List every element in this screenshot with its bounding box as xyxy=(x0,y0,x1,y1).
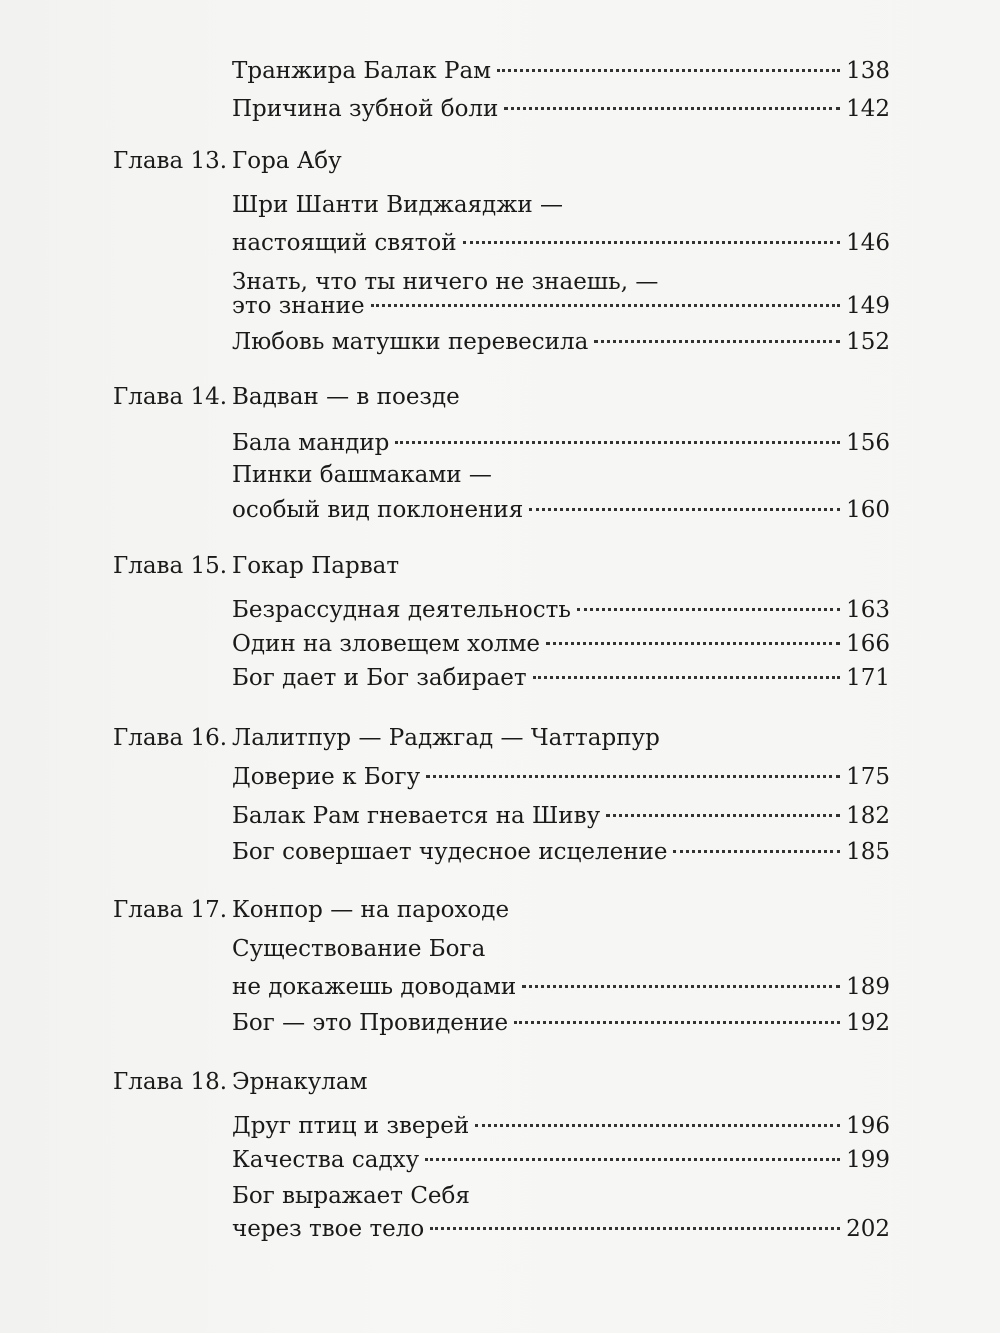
entry-title: Друг птиц и зверей xyxy=(232,1113,470,1139)
entry-title: Безрассудная деятельность xyxy=(232,597,571,623)
page-number: 160 xyxy=(846,497,890,523)
page-number: 138 xyxy=(846,58,890,84)
page-number: 175 xyxy=(846,764,890,790)
entry-title-part: Знать, что ты ничего не знаешь, — xyxy=(232,269,659,295)
toc-entry xyxy=(0,832,1000,872)
entry-title-part: Шри Шанти Виджаяджи — xyxy=(232,192,563,218)
page-number: 166 xyxy=(846,631,890,657)
entry-title: Бог — это Провидение xyxy=(232,1010,509,1036)
dot-leader xyxy=(546,641,840,645)
chapter-title: Вадван — в поезде xyxy=(232,384,460,410)
page-number: 142 xyxy=(846,96,890,122)
chapter-heading xyxy=(0,890,1000,930)
entry-title-part: Пинки башмаками — xyxy=(232,462,492,488)
chapter-label: Глава 13. xyxy=(113,148,228,174)
toc-entry xyxy=(0,286,1000,326)
page-number: 202 xyxy=(846,1216,890,1242)
entry-title: Бог совершает чудесное исцеление xyxy=(232,839,668,865)
entry-title: через твое тело xyxy=(232,1216,425,1242)
entry-title: это знание xyxy=(232,293,365,319)
dot-leader xyxy=(504,106,840,110)
toc-text-line xyxy=(0,455,1000,495)
chapter-label: Глава 14. xyxy=(113,384,228,410)
dot-leader xyxy=(577,607,840,611)
entry-title: Качества садху xyxy=(232,1147,420,1173)
entry-title: Любовь матушки перевесила xyxy=(232,329,589,355)
entry-title-part: Существование Бога xyxy=(232,936,486,962)
dot-leader xyxy=(425,1157,840,1161)
dot-leader xyxy=(430,1226,840,1230)
toc-entry xyxy=(0,796,1000,836)
chapter-label: Глава 16. xyxy=(113,725,228,751)
page-number: 152 xyxy=(846,329,890,355)
dot-leader xyxy=(594,339,840,343)
chapter-label: Глава 15. xyxy=(113,553,228,579)
entry-title: настоящий святой xyxy=(232,230,457,256)
page-number: 185 xyxy=(846,839,890,865)
chapter-heading xyxy=(0,718,1000,758)
dot-leader xyxy=(395,440,840,444)
entry-title: Один на зловещем холме xyxy=(232,631,541,657)
toc-entry xyxy=(0,490,1000,530)
entry-title: не докажешь доводами xyxy=(232,974,517,1000)
dot-leader xyxy=(522,984,840,988)
chapter-title: Лалитпур — Раджгад — Чаттарпур xyxy=(232,725,660,751)
dot-leader xyxy=(463,240,840,244)
chapter-title: Конпор — на пароходе xyxy=(232,897,510,923)
page-number: 192 xyxy=(846,1010,890,1036)
toc-entry xyxy=(0,322,1000,362)
page-number: 199 xyxy=(846,1147,890,1173)
page-number: 182 xyxy=(846,803,890,829)
dot-leader xyxy=(514,1020,840,1024)
toc-entry xyxy=(0,1003,1000,1043)
entry-title: особый вид поклонения xyxy=(232,497,524,523)
chapter-title: Гокар Парват xyxy=(232,553,400,579)
chapter-label: Глава 18. xyxy=(113,1069,228,1095)
page-number: 171 xyxy=(846,665,890,691)
dot-leader xyxy=(673,849,840,853)
dot-leader xyxy=(533,675,841,679)
page-number: 189 xyxy=(846,974,890,1000)
toc-entry xyxy=(0,1140,1000,1180)
chapter-heading xyxy=(0,1062,1000,1102)
entry-title: Бала мандир xyxy=(232,430,390,456)
page-number: 196 xyxy=(846,1113,890,1139)
toc-entry xyxy=(0,757,1000,797)
toc-entry xyxy=(0,967,1000,1007)
dot-leader xyxy=(529,507,840,511)
page-number: 149 xyxy=(846,293,890,319)
chapter-heading xyxy=(0,141,1000,181)
entry-title-part: Бог выражает Себя xyxy=(232,1183,470,1209)
entry-title: Балак Рам гневается на Шиву xyxy=(232,803,601,829)
chapter-title: Эрнакулам xyxy=(232,1069,368,1095)
chapter-heading xyxy=(0,546,1000,586)
dot-leader xyxy=(475,1123,840,1127)
page-number: 146 xyxy=(846,230,890,256)
chapter-title: Гора Абу xyxy=(232,148,342,174)
toc-text-line xyxy=(0,185,1000,225)
toc-entry xyxy=(0,658,1000,698)
toc-entry xyxy=(0,51,1000,91)
dot-leader xyxy=(497,68,840,72)
dot-leader xyxy=(606,813,840,817)
dot-leader xyxy=(426,774,840,778)
chapter-heading xyxy=(0,377,1000,417)
page-number: 156 xyxy=(846,430,890,456)
chapter-label: Глава 17. xyxy=(113,897,228,923)
page-number: 163 xyxy=(846,597,890,623)
entry-title: Бог дает и Бог забирает xyxy=(232,665,527,691)
toc-entry xyxy=(0,223,1000,263)
toc-entry xyxy=(0,89,1000,129)
entry-title: Доверие к Богу xyxy=(232,764,421,790)
entry-title: Транжира Балак Рам xyxy=(232,58,492,84)
dot-leader xyxy=(371,303,840,307)
toc-entry xyxy=(0,1209,1000,1249)
entry-title: Причина зубной боли xyxy=(232,96,499,122)
toc-text-line xyxy=(0,929,1000,969)
